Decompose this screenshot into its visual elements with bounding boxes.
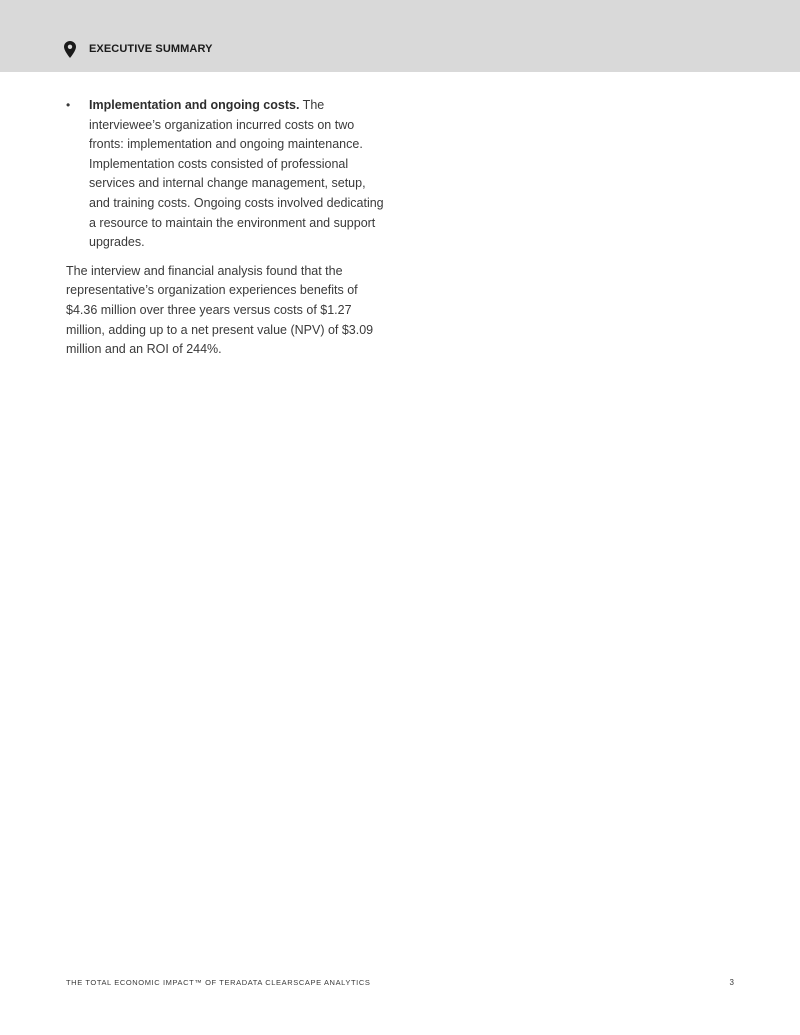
bullet-icon: • (66, 98, 71, 112)
page-number: 3 (729, 978, 734, 987)
list-item (66, 96, 386, 253)
bullet-text: The interviewee’s organization incurred costs on two fronts: implementation and ongoing maintenance. Implementation costs consisted of professional services and internal change management, setup, and training costs. Ongoing costs involved dedicating a resource to maintain the environment and support upgrades. (89, 98, 384, 250)
footer-title: THE TOTAL ECONOMIC IMPACT™ OF TERADATA CLEARSCAPE ANALYTICS (66, 978, 371, 987)
header-band (0, 0, 800, 72)
map-pin-icon (64, 41, 76, 58)
summary-content (66, 96, 386, 360)
bullet-heading: Implementation and ongoing costs. (89, 98, 300, 112)
findings-paragraph: The interview and financial analysis found that the representative’s organization experiences benefits of $4.36 million over three years versus costs of $1.27 million, adding up to a net present value (NPV) of $3.09 million and an ROI of 244%. (66, 263, 374, 357)
section-label: EXECUTIVE SUMMARY (89, 43, 213, 55)
